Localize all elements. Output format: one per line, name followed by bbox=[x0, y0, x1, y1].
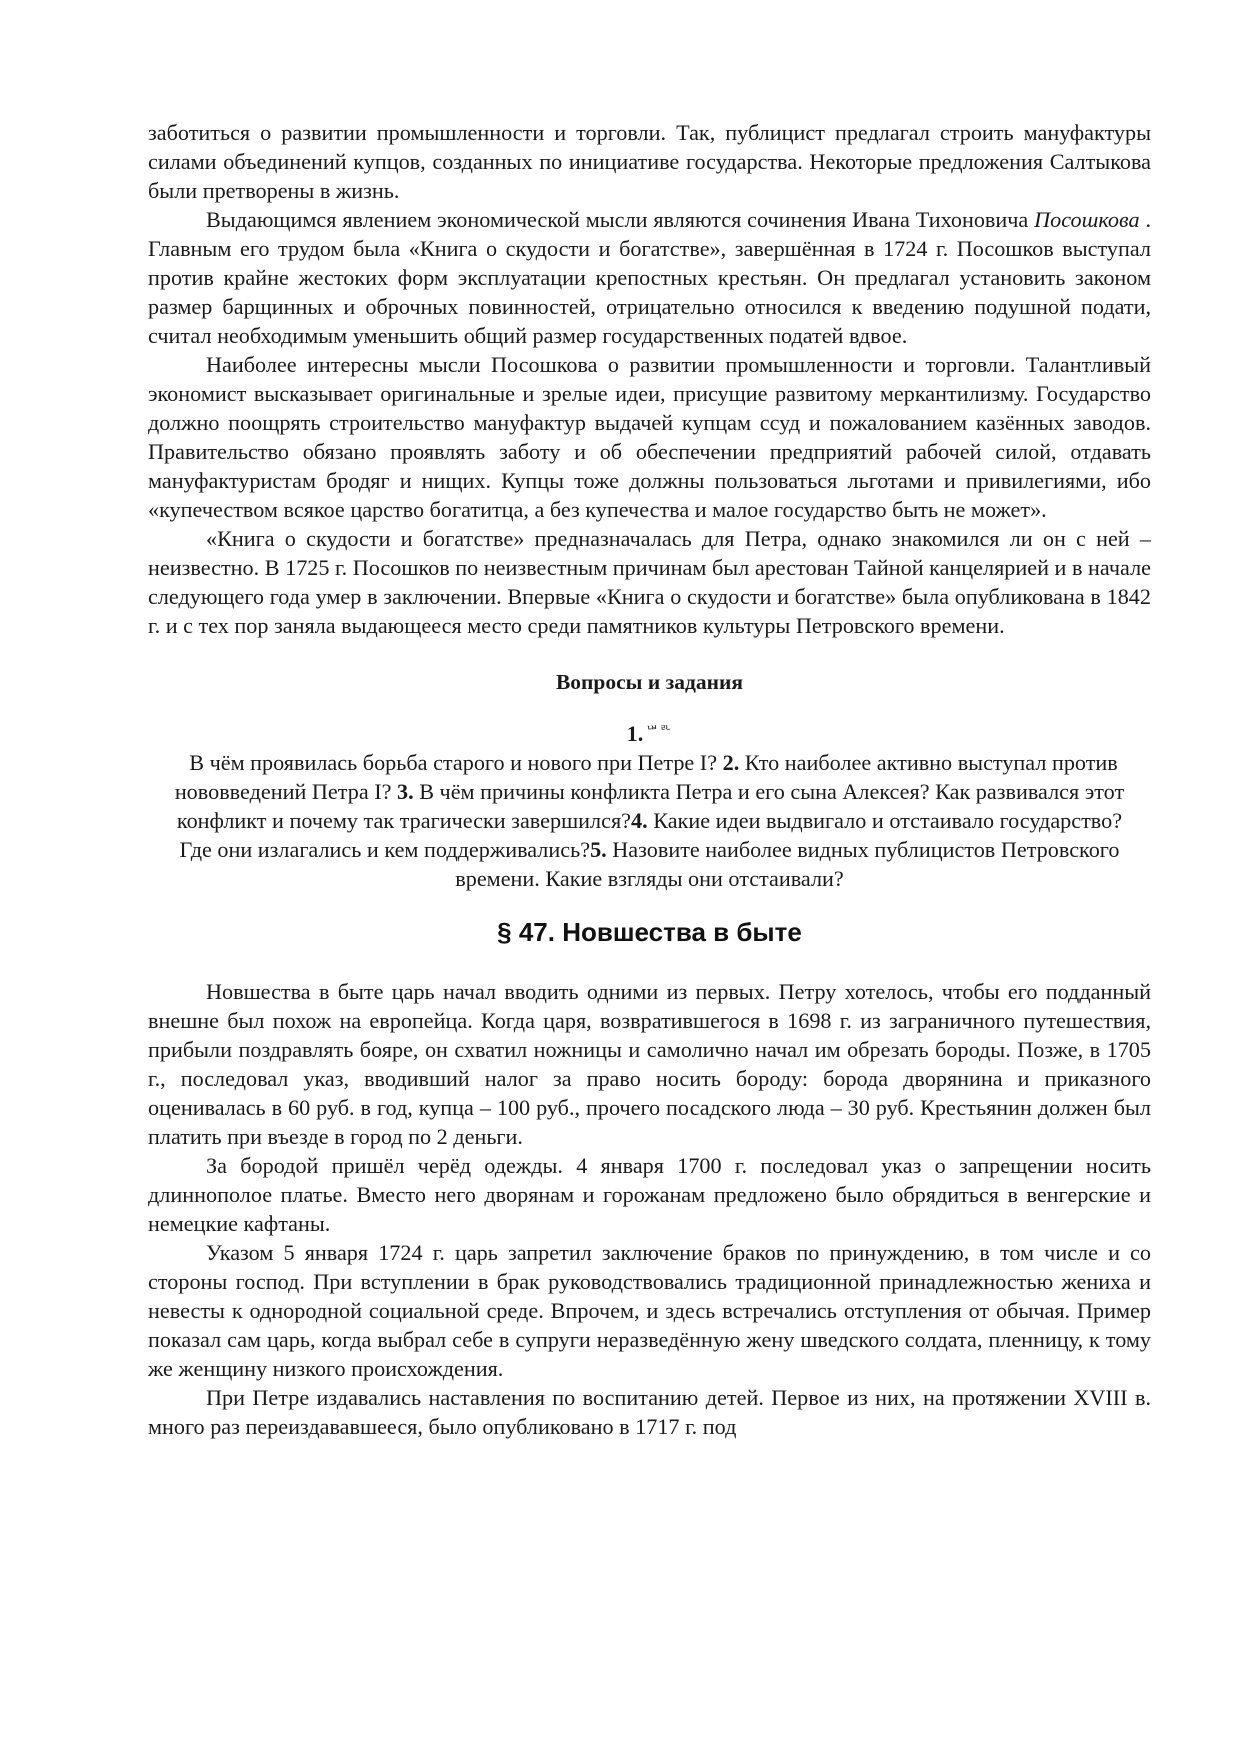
paragraph-pososhkov-ideas: Наиболее интересны мысли Посошкова о развитии промышленности и торговли. Талантливый экономист высказывает оригинальные и зрелые идеи, присущие развитому меркантилизму. Государство должно поощрять строительство мануфактур выдачей купцам ссуд и пожалованием казённых заводов. Правительство обязано проявлять заботу и об обеспечении предприятий рабочей силой, отдавать мануфактуристам бродяг и нищих. Купцы тоже должны пользоваться льготами и привилегиями, ибо «купечеством всякое царство богатитца, а без купечества и малое государство быть не может». bbox=[148, 352, 1151, 522]
question-3-text: В чём причины конфликта Петра и его сына Алексея? Как развивался этот конфликт и почему так трагически завершился? bbox=[176, 779, 1125, 833]
number-label: 1. bbox=[626, 721, 644, 746]
paragraph-text: . Главным его трудом была «Книга о скудости и богатстве», завершённая в 1724 г. Посошков выступал против крайне жестоких форм эксплуатации крепостных крестьян. Он предлагал установить законом размер барщинных и оброчных повинностей, отрицательно относился к введению подушной подати, считал необходимым уменьшить общий размер государственных податей вдвое. bbox=[148, 207, 1151, 348]
question-number-5: 5. bbox=[590, 837, 607, 862]
paragraph-marriage: Указом 5 января 1724 г. царь запретил заключение браков по принуждению, в том числе и со стороны господ. При вступлении в брак руководствовались традиционной принадлежностью жениха и невесты к однородной социальной среде. Впрочем, и здесь встречались отступления от обычая. Пример показал сам царь, когда выбрал себе в супруги неразведённую жену шведского солдата, пленницу, к тому же женщину низкого происхождения. bbox=[148, 1240, 1151, 1381]
paragraph-education: При Петре издавались наставления по воспитанию детей. Первое из них, на протяжении XVIII в. много раз переиздававшееся, было опубликовано в 1717 г. под bbox=[148, 1385, 1151, 1439]
question-4-text: Какие идеи выдвигало и отстаивало государство? Где они излагались и кем поддерживались? bbox=[179, 808, 1123, 862]
paragraph-text: Выдающимся явлением экономической мысли являются сочинения Ивана Тихоновича bbox=[206, 207, 1035, 232]
question-number-4: 4. bbox=[631, 808, 648, 833]
question-number-1 bbox=[148, 719, 1151, 748]
author-name-italic: Посошкова bbox=[1034, 207, 1140, 232]
garbled-glyph: ᄖᄘ bbox=[645, 726, 673, 741]
paragraph-saltykov-end: заботиться о развитии промышленности и торговли. Так, публицист предлагал строить мануфактуры силами объединений купцов, созданных по инициативе государства. Некоторые предложения Салтыкова были претворены в жизнь. bbox=[148, 120, 1151, 203]
question-2-text: Кто наиболее активно выступал против нововведений Петра I? bbox=[174, 750, 1118, 804]
questions-heading: Вопросы и задания bbox=[555, 670, 744, 694]
paragraph-pososhkov-intro bbox=[148, 205, 1151, 350]
question-5-text: Назовите наиболее видных публицистов Петровского времени. Какие взгляды они отстаивали? bbox=[455, 837, 1120, 891]
questions-list bbox=[166, 748, 1133, 893]
paragraph-clothing: За бородой пришёл черёд одежды. 4 января 1700 г. последовал указ о запрещении носить длиннополое платье. Вместо него дворянам и горожанам предложено было обрядиться в венгерские и немецкие кафтаны. bbox=[148, 1153, 1151, 1236]
question-number-2: 2. bbox=[722, 750, 740, 775]
question-1-text: В чём проявилась борьба старого и нового при Петре I? bbox=[189, 750, 718, 775]
question-number-3: 3. bbox=[397, 779, 414, 804]
paragraph-book-fate: «Книга о скудости и богатстве» предназначалась для Петра, однако знакомился ли он с ней – неизвестно. В 1725 г. Посошков по неизвестным причинам был арестован Тайной канцелярией и в начале следующего года умер в заключении. Впервые «Книга о скудости и богатстве» была опубликована в 1842 г. и с тех пор заняла выдающееся место среди памятников культуры Петровского времени. bbox=[148, 526, 1151, 638]
section-heading: § 47. Новшества в быте bbox=[497, 917, 802, 947]
document-page bbox=[148, 118, 1151, 1441]
paragraph-beards: Новшества в быте царь начал вводить одними из первых. Петру хотелось, чтобы его подданный внешне был похож на европейца. Когда царя, возвратившегося в 1698 г. из заграничного путешествия, прибыли поздравлять бояре, он схватил ножницы и самолично начал им обрезать бороды. Позже, в 1705 г., последовал указ, вводивший налог за право носить бороду: борода дворянина и приказного оценивалась в 60 руб. в год, купца – 100 руб., прочего посадского люда – 30 руб. Крестьянин должен был платить при въезде в город по 2 деньги. bbox=[148, 979, 1151, 1149]
